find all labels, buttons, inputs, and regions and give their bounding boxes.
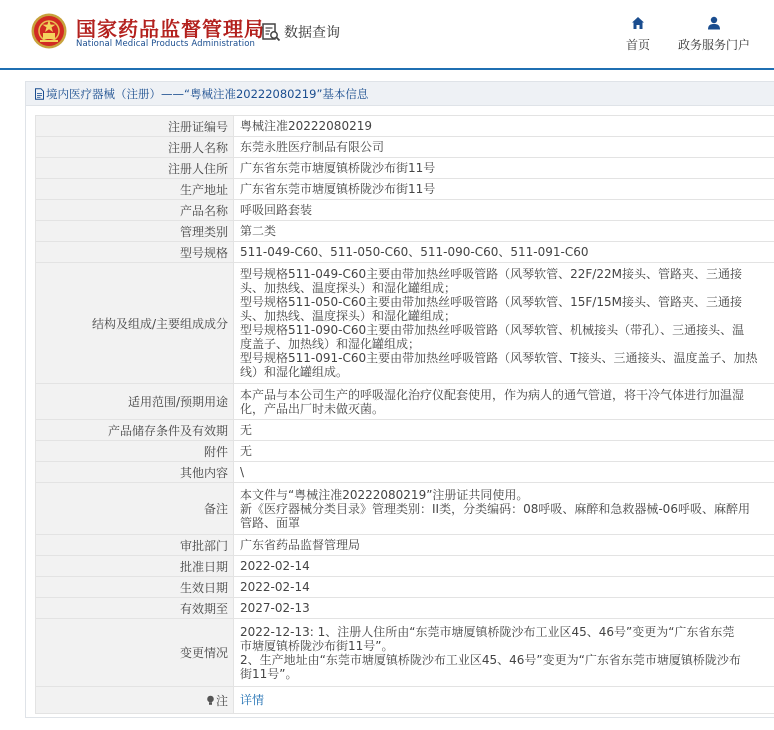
table-row: [36, 619, 774, 687]
table-row: [36, 242, 774, 263]
table-row: [36, 556, 774, 577]
detail-panel: [25, 81, 774, 718]
field-value: \: [234, 462, 774, 483]
field-label: 附件: [36, 441, 234, 462]
field-label: 管理类别: [36, 221, 234, 242]
field-value: 2022-12-13: 1、注册人住所由“东莞市塘厦镇桥陇沙布工业区45、46号”变更为“广东省东莞 市塘厦镇桥陇沙布街11号”。 2、生产地址由“东莞市塘厦镇桥陇沙布工业区45、46号”变更为“广东省东莞市塘厦镇桥陇沙布 街11号”。: [234, 619, 774, 687]
field-label: 产品储存条件及有效期: [36, 420, 234, 441]
nav-home[interactable]: [621, 16, 655, 53]
field-label: 生效日期: [36, 577, 234, 598]
field-value: 呼吸回路套装: [234, 200, 774, 221]
field-value: 511-049-C60、511-050-C60、511-090-C60、511-091-C60: [234, 242, 774, 263]
field-label: 批准日期: [36, 556, 234, 577]
panel-title: 境内医疗器械（注册）——“粤械注准20222080219”基本信息: [46, 86, 369, 101]
note-value-cell: [234, 687, 774, 714]
table-row: [36, 221, 774, 242]
field-label: 注册人名称: [36, 137, 234, 158]
field-value: 2022-02-14: [234, 556, 774, 577]
data-query-link[interactable]: [261, 21, 340, 43]
table-row: [36, 158, 774, 179]
field-label: 有效期至: [36, 598, 234, 619]
table-row: [36, 462, 774, 483]
field-label: 其他内容: [36, 462, 234, 483]
field-label: 适用范围/预期用途: [36, 384, 234, 420]
note-label-cell: [36, 687, 234, 714]
field-value: 广东省东莞市塘厦镇桥陇沙布街11号: [234, 179, 774, 200]
nav-portal-label: 政务服务门户: [677, 38, 750, 52]
field-label: 注册人住所: [36, 158, 234, 179]
field-value: 2022-02-14: [234, 577, 774, 598]
field-label: 注册证编号: [36, 116, 234, 137]
field-value: 广东省药品监督管理局: [234, 535, 774, 556]
field-label: 变更情况: [36, 619, 234, 687]
user-icon: [707, 16, 721, 30]
table-row: [36, 200, 774, 221]
field-value: 粤械注准20222080219: [234, 116, 774, 137]
nav-home-label: 首页: [625, 38, 650, 52]
table-row: [36, 598, 774, 619]
table-row: [36, 535, 774, 556]
registration-info-table: [35, 115, 774, 714]
site-header: [0, 0, 774, 68]
info-table-body: [36, 116, 774, 714]
table-row: [36, 420, 774, 441]
document-search-icon: [261, 22, 281, 42]
national-emblem-logo[interactable]: [31, 13, 67, 49]
data-query-label: 数据查询: [284, 25, 340, 41]
field-label: 备注: [36, 483, 234, 535]
field-value: 2027-02-13: [234, 598, 774, 619]
field-label: 审批部门: [36, 535, 234, 556]
field-value: 东莞永胜医疗制品有限公司: [234, 137, 774, 158]
field-value: 本文件与“粤械注准20222080219”注册证共同使用。 新《医疗器械分类目录》管理类别：II类，分类编码：08呼吸、麻醉和急救器械-06呼吸、麻醉用 管路、面罩: [234, 483, 774, 535]
document-icon: [34, 88, 45, 100]
table-row-note: [36, 687, 774, 714]
home-icon: [631, 16, 645, 30]
table-row: [36, 137, 774, 158]
field-value: 第二类: [234, 221, 774, 242]
field-value: 无: [234, 420, 774, 441]
field-value: 广东省东莞市塘厦镇桥陇沙布街11号: [234, 158, 774, 179]
header-divider: [0, 68, 774, 70]
brand-name-en: National Medical Products Administration: [76, 39, 255, 49]
details-link[interactable]: 详情: [240, 693, 265, 707]
field-label: 生产地址: [36, 179, 234, 200]
field-label: 结构及组成/主要组成成分: [36, 263, 234, 384]
panel-header: [26, 82, 774, 106]
field-label: 型号规格: [36, 242, 234, 263]
table-row: [36, 384, 774, 420]
note-label: 注: [215, 693, 228, 708]
nav-service-portal[interactable]: [675, 16, 753, 53]
field-label: 产品名称: [36, 200, 234, 221]
table-row: [36, 577, 774, 598]
field-value: 无: [234, 441, 774, 462]
table-row: [36, 441, 774, 462]
table-row: [36, 483, 774, 535]
table-row: [36, 263, 774, 384]
field-value: 本产品与本公司生产的呼吸湿化治疗仪配套使用，作为病人的通气管道，将干冷气体进行加温湿 化，产品出厂时未做灭菌。: [234, 384, 774, 420]
lightbulb-icon: [206, 695, 215, 706]
brand-name-cn: 国家药品监督管理局: [76, 17, 265, 41]
table-row: [36, 116, 774, 137]
field-value: 型号规格511-049-C60主要由带加热丝呼吸管路（风琴软管、22F/22M接头、管路夹、三通接 头、加热线、温度探头）和湿化罐组成； 型号规格511-050-C60主要由带加热丝呼吸管路（风琴软管、15F/15M接头、管路夹、三通接 头、加热线、温度探头）和湿化罐组成； 型号规格511-090-C60主要由带加热丝呼吸管路（风琴软管、机械接头（带孔）、三通接头、温 度盖子、加热线）和湿化罐组成； 型号规格511-091-C60主要由带加热丝呼吸管路（风琴软管、T接头、三通接头、温度盖子、加热 线）和湿化罐组成。: [234, 263, 774, 384]
table-row: [36, 179, 774, 200]
